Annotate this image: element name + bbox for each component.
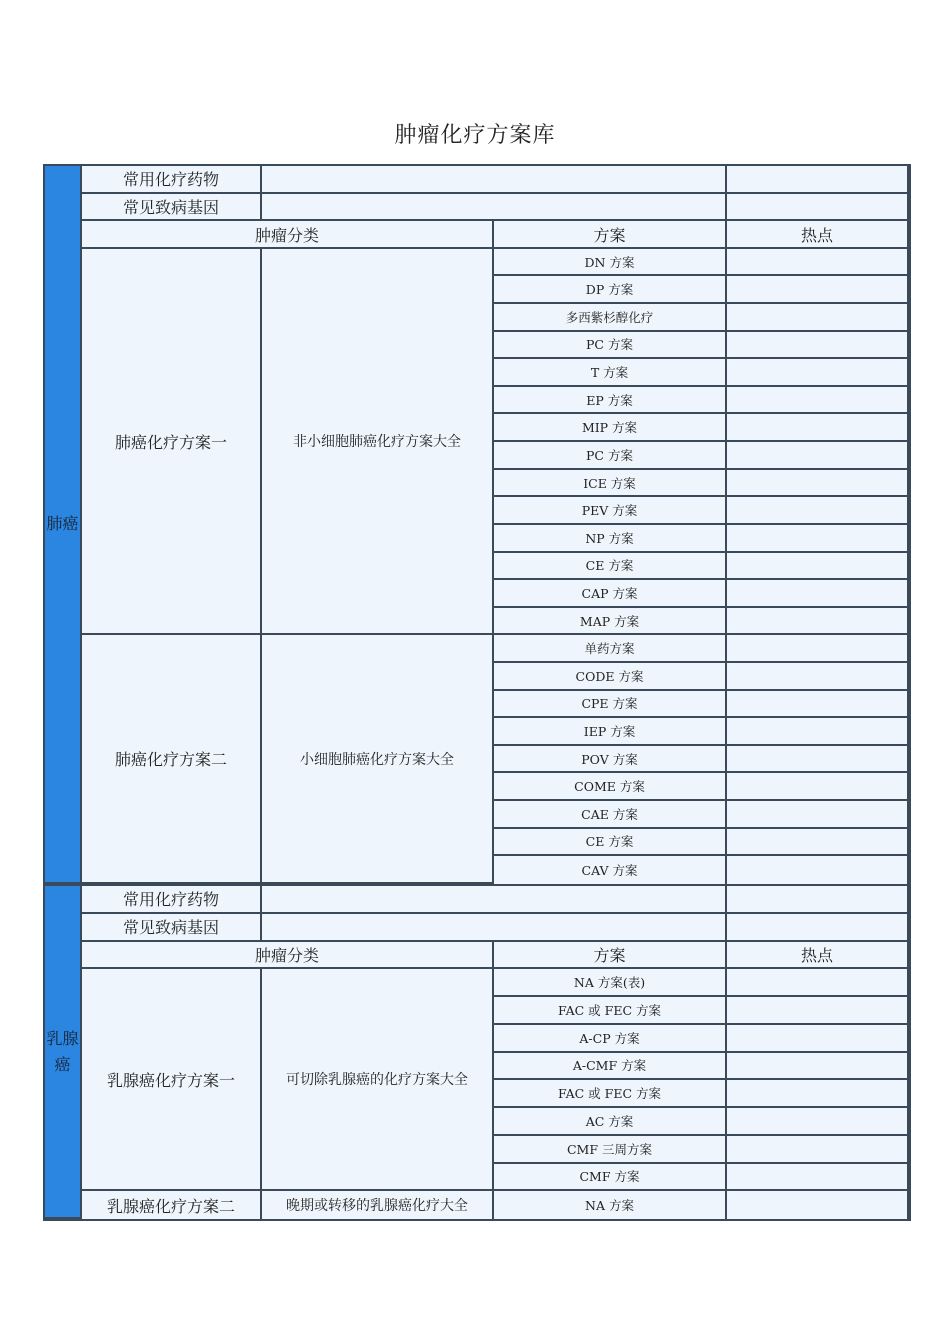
plan-link[interactable]: CODE 方案 <box>494 663 727 691</box>
genes-value <box>262 194 727 222</box>
plan-hot <box>727 359 909 387</box>
plan-link[interactable]: PC 方案 <box>494 332 727 360</box>
plan-hot <box>727 1164 909 1192</box>
header-hot: 热点 <box>727 221 909 249</box>
group-subtitle: 非小细胞肺癌化疗方案大全 <box>262 249 494 636</box>
plan-link[interactable]: A-CP 方案 <box>494 1025 727 1053</box>
plan-link[interactable]: NP 方案 <box>494 525 727 553</box>
plan-link[interactable]: T 方案 <box>494 359 727 387</box>
plan-hot <box>727 525 909 553</box>
genes-value <box>262 914 727 942</box>
plan-link[interactable]: CAV 方案 <box>494 856 727 884</box>
common-drugs-value <box>262 886 727 914</box>
plan-link[interactable]: 多西紫杉醇化疗 <box>494 304 727 332</box>
plan-link[interactable]: PC 方案 <box>494 442 727 470</box>
plan-hot <box>727 1136 909 1164</box>
plan-hot <box>727 801 909 829</box>
plan-link[interactable]: 单药方案 <box>494 635 727 663</box>
group-name: 乳腺癌化疗方案一 <box>82 969 262 1191</box>
plan-link[interactable]: MAP 方案 <box>494 608 727 636</box>
breast-cancer-table <box>43 884 911 1221</box>
plan-hot <box>727 249 909 277</box>
plan-link[interactable]: MIP 方案 <box>494 414 727 442</box>
plan-hot <box>727 1108 909 1136</box>
common-drugs-label: 常用化疗药物 <box>82 886 262 914</box>
plan-hot <box>727 1053 909 1081</box>
plan-link[interactable]: AC 方案 <box>494 1108 727 1136</box>
plan-hot <box>727 470 909 498</box>
group-name: 肺癌化疗方案一 <box>82 249 262 636</box>
plan-hot <box>727 773 909 801</box>
plan-hot <box>727 691 909 719</box>
plan-hot <box>727 442 909 470</box>
cancer-type-cell: 肺癌 <box>45 166 82 884</box>
plan-hot <box>727 1025 909 1053</box>
plan-link[interactable]: CAP 方案 <box>494 580 727 608</box>
plan-link[interactable]: CE 方案 <box>494 553 727 581</box>
plan-hot <box>727 997 909 1025</box>
header-plan: 方案 <box>494 942 727 970</box>
group-name: 肺癌化疗方案二 <box>82 635 262 884</box>
plan-link[interactable]: DP 方案 <box>494 276 727 304</box>
common-drugs-label: 常用化疗药物 <box>82 166 262 194</box>
page-title: 肿瘤化疗方案库 <box>394 123 556 148</box>
plan-link[interactable]: ICE 方案 <box>494 470 727 498</box>
plan-hot <box>727 635 909 663</box>
genes-hot <box>727 914 909 942</box>
plan-link[interactable]: PEV 方案 <box>494 497 727 525</box>
plan-hot <box>727 856 909 884</box>
group-subtitle: 可切除乳腺癌的化疗方案大全 <box>262 969 494 1191</box>
plan-link[interactable]: CE 方案 <box>494 829 727 857</box>
common-drugs-value <box>262 166 727 194</box>
plan-hot <box>727 387 909 415</box>
plan-link[interactable]: COME 方案 <box>494 773 727 801</box>
header-plan: 方案 <box>494 221 727 249</box>
plan-link[interactable]: CMF 方案 <box>494 1164 727 1192</box>
plan-link[interactable]: POV 方案 <box>494 746 727 774</box>
plan-hot <box>727 718 909 746</box>
genes-label: 常见致病基因 <box>82 194 262 222</box>
plan-link[interactable]: CMF 三周方案 <box>494 1136 727 1164</box>
plan-link[interactable]: CPE 方案 <box>494 691 727 719</box>
plan-link[interactable]: FAC 或 FEC 方案 <box>494 997 727 1025</box>
plan-link[interactable]: DN 方案 <box>494 249 727 277</box>
plan-hot <box>727 276 909 304</box>
common-drugs-hot <box>727 166 909 194</box>
plan-hot <box>727 580 909 608</box>
genes-label: 常见致病基因 <box>82 914 262 942</box>
plan-link[interactable]: NA 方案(表) <box>494 969 727 997</box>
lung-cancer-table <box>43 164 911 886</box>
plan-link[interactable]: CAE 方案 <box>494 801 727 829</box>
plan-hot <box>727 332 909 360</box>
plan-link[interactable]: IEP 方案 <box>494 718 727 746</box>
plan-hot <box>727 1191 909 1219</box>
plan-hot <box>727 608 909 636</box>
common-drugs-hot <box>727 886 909 914</box>
plan-link[interactable]: NA 方案 <box>494 1191 727 1219</box>
group-subtitle: 晚期或转移的乳腺癌化疗大全 <box>262 1191 494 1219</box>
plan-hot <box>727 414 909 442</box>
plan-link[interactable]: A-CMF 方案 <box>494 1053 727 1081</box>
plan-hot <box>727 304 909 332</box>
cancer-type-cell: 乳腺癌 <box>45 886 82 1219</box>
genes-hot <box>727 194 909 222</box>
group-name: 乳腺癌化疗方案二 <box>82 1191 262 1219</box>
plan-link[interactable]: FAC 或 FEC 方案 <box>494 1080 727 1108</box>
plan-link[interactable]: EP 方案 <box>494 387 727 415</box>
group-subtitle: 小细胞肺癌化疗方案大全 <box>262 635 494 884</box>
header-category: 肿瘤分类 <box>82 221 494 249</box>
plan-hot <box>727 746 909 774</box>
plan-hot <box>727 497 909 525</box>
plan-hot <box>727 829 909 857</box>
plan-hot <box>727 1080 909 1108</box>
plan-hot <box>727 663 909 691</box>
header-category: 肿瘤分类 <box>82 942 494 970</box>
plan-hot <box>727 969 909 997</box>
header-hot: 热点 <box>727 942 909 970</box>
plan-hot <box>727 553 909 581</box>
